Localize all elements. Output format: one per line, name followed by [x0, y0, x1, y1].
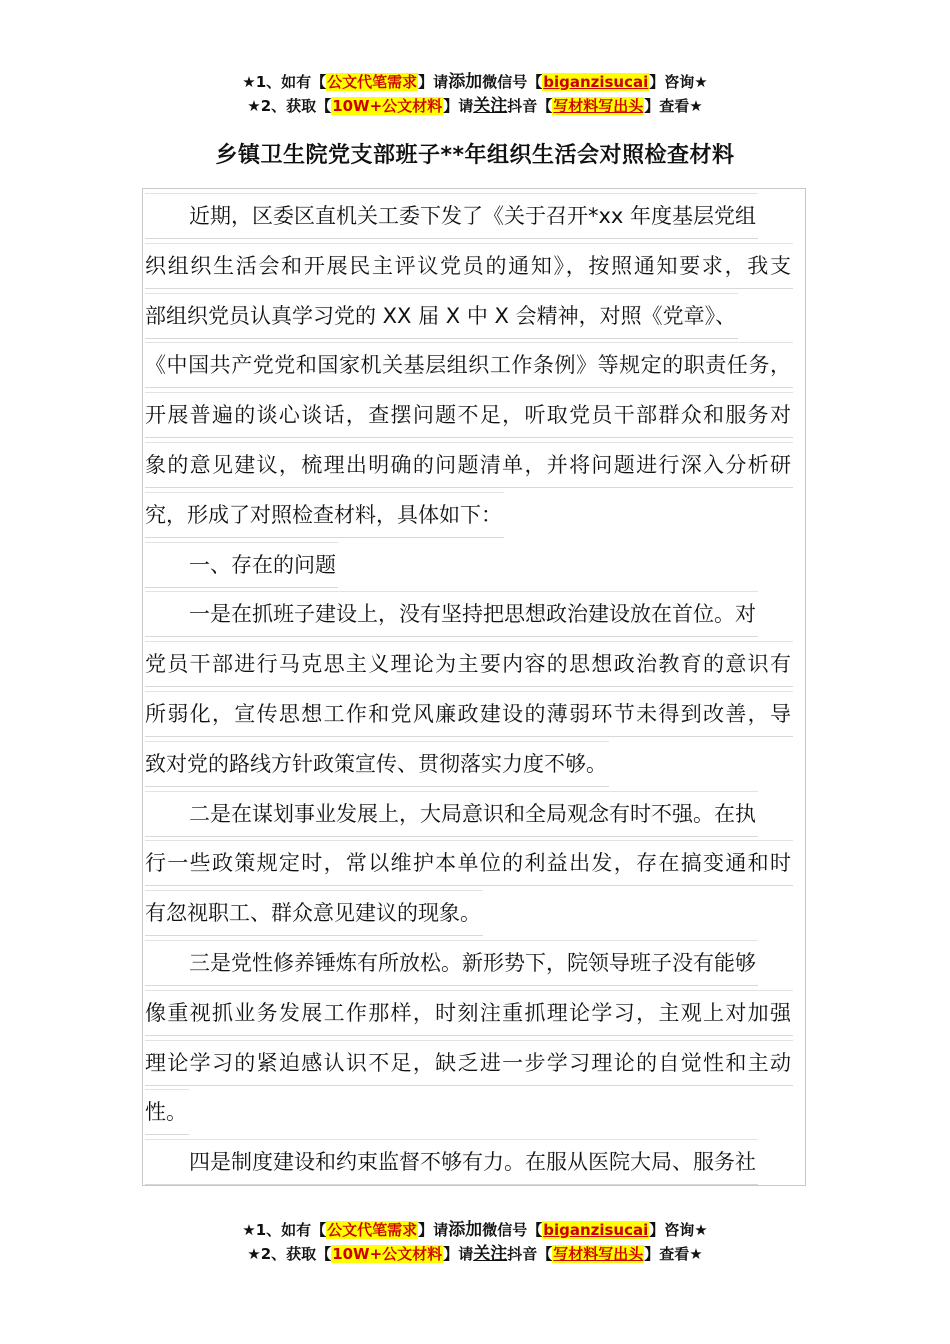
promo-text: ★2、获取【	[247, 97, 332, 115]
promo-text: 】咨询★	[649, 73, 708, 91]
promo-highlight: 公文代笔需求	[327, 73, 418, 91]
promo-text: 】请	[443, 1245, 474, 1263]
wechat-id: biganzisucai	[543, 73, 649, 91]
line-text: 行一些政策规定时，常以维护本单位的利益出发，存在搞变通和时	[145, 840, 793, 886]
line-text: 近期，区委区直机关工委下发了《关于召开*xx 年度基层党组	[145, 193, 758, 239]
text-line	[145, 342, 795, 392]
text-line	[145, 193, 795, 243]
promo-text: 】咨询★	[649, 1221, 708, 1239]
text-line	[145, 990, 795, 1040]
text-line	[145, 840, 795, 890]
text-line	[145, 641, 795, 691]
text-line	[145, 492, 795, 542]
line-text: 开展普遍的谈心谈话，查摆问题不足，听取党员干部群众和服务对	[145, 392, 793, 438]
douyin-account: 写材料写出头	[553, 97, 644, 115]
promo-line-1	[0, 70, 950, 94]
line-text: 二是在谋划事业发展上，大局意识和全局观念有时不强。在执	[145, 791, 758, 837]
text-line	[145, 293, 795, 343]
text-line	[145, 1040, 795, 1090]
line-text: 织组织生活会和开展民主评议党员的通知》，按照通知要求，我支	[145, 243, 793, 289]
promo-emphasis: 关注	[473, 1244, 508, 1264]
line-text: 《中国共产党党和国家机关基层组织工作条例》等规定的职责任务，	[145, 342, 793, 388]
line-text: 三是党性修养锤炼有所放松。新形势下，院领导班子没有能够	[145, 940, 758, 986]
document-body	[145, 193, 795, 1189]
promo-text: 抖音【	[507, 1245, 553, 1263]
text-line	[145, 791, 795, 841]
wechat-id: biganzisucai	[543, 1221, 649, 1239]
promo-line-2	[0, 94, 950, 118]
promo-highlight: 10W+公文材料	[332, 1245, 443, 1263]
text-line	[145, 442, 795, 492]
text-line	[145, 741, 795, 791]
document-title: 乡镇卫生院党支部班子**年组织生活会对照检查材料	[215, 143, 735, 168]
promo-emphasis: 关注	[473, 96, 508, 116]
text-line	[145, 1089, 795, 1139]
promo-emphasis: 添加	[448, 72, 483, 92]
text-line	[145, 890, 795, 940]
line-text: 有忽视职工、群众意见建议的现象。	[145, 890, 483, 936]
line-text: 部组织党员认真学习党的 XX 届 X 中 X 会精神，对照《党章》、	[145, 293, 738, 339]
promo-text: ★2、获取【	[247, 1245, 332, 1263]
text-line	[145, 940, 795, 990]
promo-text: ★1、如有【	[242, 73, 327, 91]
line-text: 性。	[145, 1089, 189, 1135]
promo-line-1	[0, 1218, 950, 1242]
line-text: 像重视抓业务发展工作那样，时刻注重抓理论学习，主观上对加强	[145, 990, 793, 1036]
promo-banner-top	[0, 70, 950, 118]
promo-text: 微信号【	[482, 73, 543, 91]
promo-text: 】查看★	[644, 97, 703, 115]
promo-text: ★1、如有【	[242, 1221, 327, 1239]
promo-text: 】查看★	[644, 1245, 703, 1263]
line-text: 四是制度建设和约束监督不够有力。在服从医院大局、服务社	[145, 1139, 758, 1185]
text-line	[145, 392, 795, 442]
line-text: 一是在抓班子建设上，没有坚持把思想政治建设放在首位。对	[145, 591, 758, 637]
promo-text: 微信号【	[482, 1221, 543, 1239]
promo-emphasis: 添加	[448, 1220, 483, 1240]
text-line	[145, 691, 795, 741]
promo-text: 】请	[443, 97, 474, 115]
promo-text: 】请	[418, 73, 449, 91]
line-text: 党员干部进行马克思主义理论为主要内容的思想政治教育的意识有	[145, 641, 793, 687]
line-text: 理论学习的紧迫感认识不足，缺乏进一步学习理论的自觉性和主动	[145, 1040, 793, 1086]
promo-text: 抖音【	[507, 97, 553, 115]
text-line	[145, 1139, 795, 1189]
heading-text: 一、存在的问题	[145, 542, 338, 588]
promo-text: 】请	[418, 1221, 449, 1239]
line-text: 所弱化，宣传思想工作和党风廉政建设的薄弱环节未得到改善，导	[145, 691, 793, 737]
line-text: 究，形成了对照检查材料，具体如下：	[145, 492, 504, 538]
text-line	[145, 591, 795, 641]
promo-highlight: 公文代笔需求	[327, 1221, 418, 1239]
promo-line-2	[0, 1242, 950, 1266]
line-text: 致对党的路线方针政策宣传、贯彻落实力度不够。	[145, 741, 609, 787]
douyin-account: 写材料写出头	[553, 1245, 644, 1263]
promo-banner-bottom	[0, 1218, 950, 1266]
line-text: 象的意见建议，梳理出明确的问题清单，并将问题进行深入分析研	[145, 442, 793, 488]
text-line	[145, 243, 795, 293]
section-heading	[145, 542, 795, 592]
promo-highlight: 10W+公文材料	[332, 97, 443, 115]
